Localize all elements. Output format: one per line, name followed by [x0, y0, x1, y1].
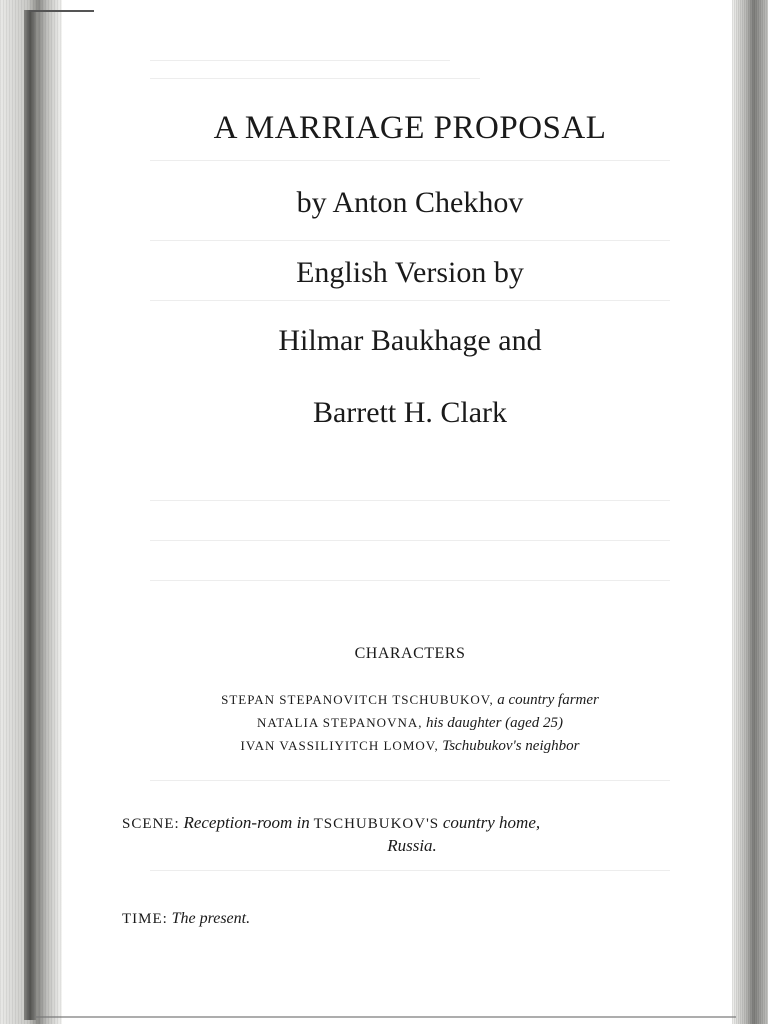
scene-text-before: Reception-room in	[183, 813, 310, 832]
character-description: a country farmer	[497, 692, 599, 708]
binding-shadow	[24, 10, 36, 1020]
scene-character-name: TSCHUBUKOV'S	[313, 816, 440, 832]
character-entry	[60, 715, 760, 732]
translator-line-2: Barrett H. Clark	[312, 396, 508, 429]
play-title: A MARRIAGE PROPOSAL	[213, 110, 607, 146]
character-description: his daughter (aged 25)	[425, 715, 564, 731]
version-line: English Version by	[296, 256, 524, 289]
time-description	[122, 910, 250, 928]
character-entry	[60, 738, 760, 755]
scene-label: SCENE:	[122, 816, 180, 832]
character-name: NATALIA STEPANOVNA,	[256, 715, 423, 730]
characters-heading: CHARACTERS	[354, 645, 466, 662]
character-name: STEPAN STEPANOVITCH TSCHUBUKOV,	[221, 692, 494, 707]
character-description: Tschubukov's neighbor	[442, 738, 580, 754]
title-page-content	[60, 0, 740, 1024]
character-entry	[60, 692, 760, 709]
author-line: by Anton Chekhov	[296, 186, 524, 219]
scene-text-after: country home,	[442, 813, 541, 832]
time-text: The present.	[171, 910, 251, 927]
scene-description	[122, 812, 702, 857]
scene-location: Russia.	[387, 836, 437, 855]
character-name: IVAN VASSILIYITCH LOMOV,	[240, 738, 439, 753]
translator-line-1: Hilmar Baukhage and	[278, 324, 542, 357]
time-label: TIME:	[122, 911, 168, 927]
